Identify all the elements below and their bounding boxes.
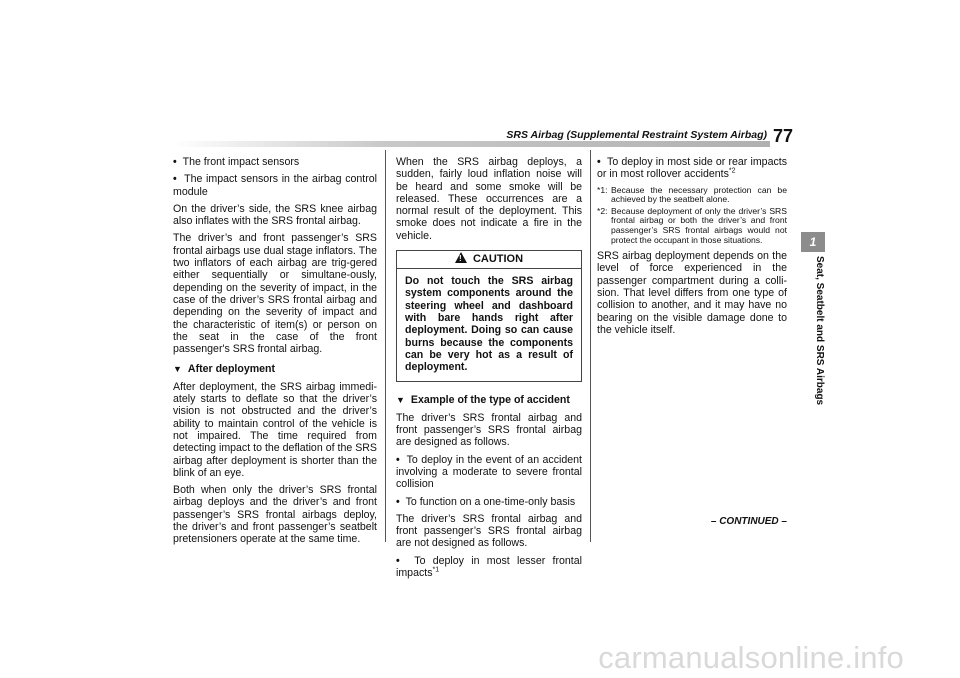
bullet-item: • The front impact sensors (173, 156, 377, 168)
footnote-text: Because the necessary protection can be achieved by the seatbelt alone. (611, 184, 787, 205)
triangle-down-icon: ▼ (396, 395, 405, 406)
chapter-title-text: Seat, Seatbelt and SRS Airbags (814, 256, 825, 406)
warning-triangle-icon (455, 252, 467, 263)
column-1 (173, 156, 377, 551)
paragraph: Both when only the driver’s SRS frontal airbag deploys and the driver’s and front passenger’s SRS frontal airbags deploy, the driver’s and front passenger’s seatbelt pretensioners operate at the same time. (173, 484, 377, 546)
footnote-ref[interactable]: *1 (432, 566, 440, 574)
heading-text: Example of the type of accident (410, 394, 570, 407)
triangle-down-icon: ▼ (173, 364, 182, 375)
paragraph: When the SRS airbag deploys, a sudden, fairly loud inflation noise will be heard and some smoke will be released. These occurrences are a normal result of the deployment. This smoke does not indicate a fire in the vehicle. (396, 156, 582, 242)
paragraph: The driver’s SRS frontal airbag and front passenger’s SRS frontal airbag are designed as follows. (396, 411, 582, 449)
footnote-ref[interactable]: *2 (728, 167, 736, 175)
bullet-text: To deploy in most lesser frontal impacts (396, 554, 582, 580)
column-2 (396, 156, 582, 584)
footnote (597, 207, 787, 245)
footnote-text: Because deployment of only the driver’s SRS frontal airbag or both the driver’s and front passenger’s SRS frontal airbags would not protect the occupant in those situations. (611, 205, 787, 245)
section-heading (396, 394, 582, 406)
bullet-item: • To deploy in the event of an accident involving a moderate to severe frontal collision (396, 454, 582, 491)
section-title: SRS Airbag (Supplemental Restraint System Airbag) (506, 129, 767, 141)
footnote-mark: *1: (597, 184, 608, 195)
bullet-item: • To function on a one-time-only basis (396, 496, 582, 508)
caution-text: Do not touch the SRS airbag system components around the steering wheel and dashboard with bare hands right after deployment. Doing so can cause burns because the components can be very hot as a result of deployment. (405, 275, 573, 374)
caution-box (396, 250, 582, 382)
chapter-side-title (814, 256, 826, 406)
caution-header (397, 251, 581, 269)
page-number: 77 (773, 126, 794, 146)
column-divider-2 (590, 150, 591, 542)
caution-title: CAUTION (472, 253, 524, 266)
bullet-item: • The impact sensors in the airbag control module (173, 173, 377, 198)
continued-label: – CONTINUED – (710, 516, 787, 527)
bullet-text: To deploy in most side or rear impacts or in most rollover accidents (597, 156, 787, 181)
footnote (597, 186, 787, 205)
bullet-item (597, 156, 787, 181)
column-3 (597, 156, 787, 341)
section-heading (173, 363, 377, 375)
header-rule (172, 141, 770, 147)
paragraph: After deployment, the SRS airbag immedi-ately starts to deflate so that the driver’s vision is not obstructed and the driver’s ability to maintain control of the vehicle is not impaired. The time required from detecting impact to the deflation of the SRS airbag after deployment is shorter than the blink of an eye. (173, 380, 377, 479)
watermark (0, 640, 960, 676)
watermark-text: carmanualsonline.info (598, 640, 904, 675)
chapter-tab[interactable]: 1 (801, 232, 825, 252)
column-divider-1 (385, 150, 386, 542)
paragraph: SRS airbag deployment depends on the level of force experienced in the passenger compartment during a colli-sion. That level differs from one type of collision to another, and it may have no bearing on the visible damage done to the vehicle itself. (597, 250, 787, 336)
footnote-mark: *2: (597, 205, 608, 216)
paragraph: On the driver’s side, the SRS knee airbag also inflates with the SRS frontal airbag. (173, 202, 377, 228)
heading-text: After deployment (187, 363, 276, 376)
bullet-item (396, 555, 582, 580)
paragraph: The driver’s and front passenger’s SRS frontal airbags use dual stage inflators. The two inflators of each airbag are trig-gered either sequentially or simultane-ously, depending on the severity of impact, in the case of the driver’s SRS frontal airbag and depending on the severity of impact and the characteristic of item(s) or person on the seat in the case of the front passenger's SRS frontal airbag. (173, 232, 377, 356)
paragraph: The driver’s SRS frontal airbag and front passenger’s SRS frontal airbag are not designed as follows. (396, 512, 582, 550)
